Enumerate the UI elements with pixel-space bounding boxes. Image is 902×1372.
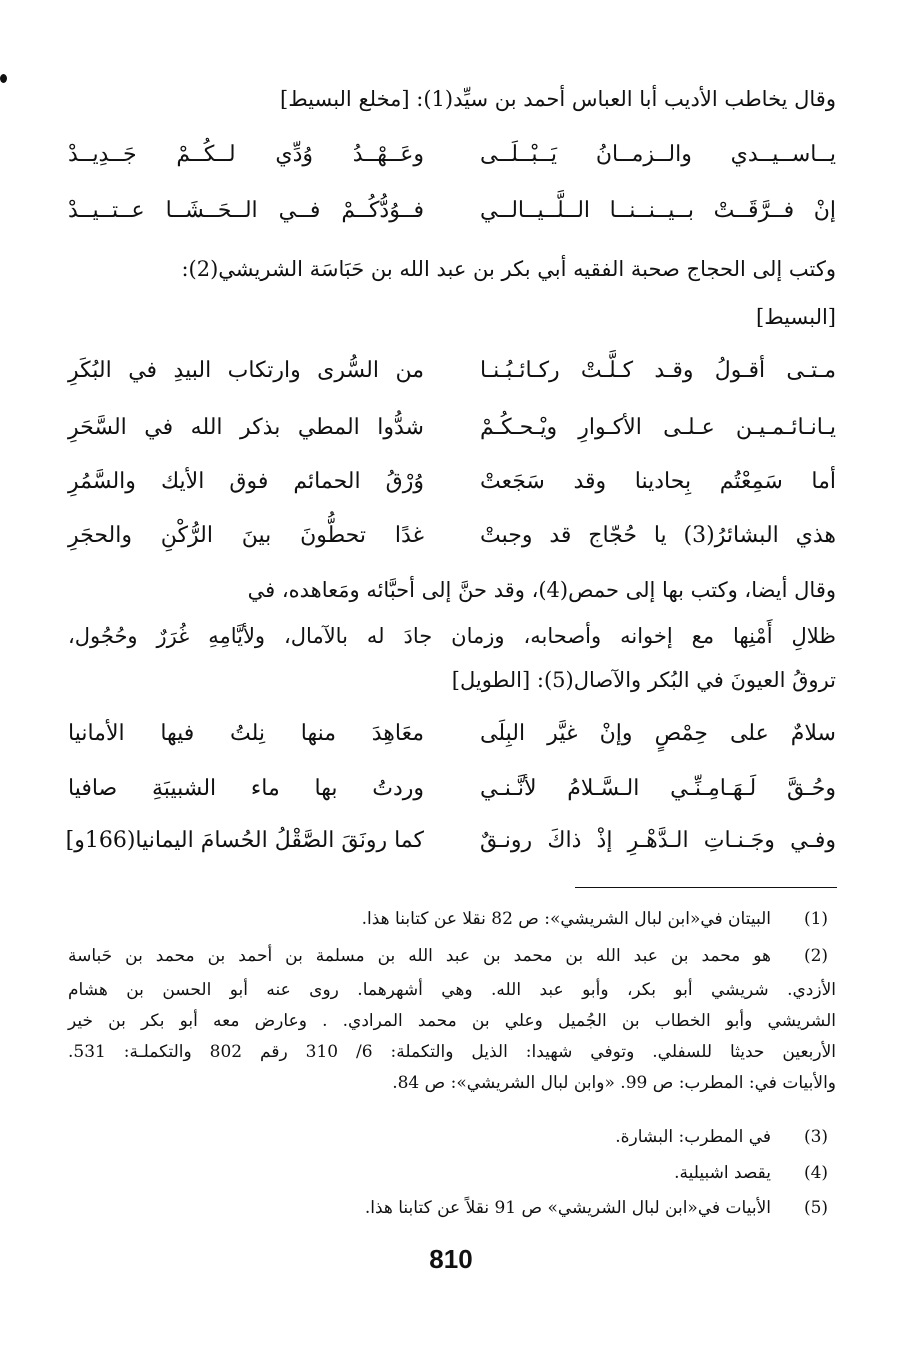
- footnote-text: الأربعين حديثا للسفلي. وتوفي شهيدا: الذيل والتكملة: 6/ 310 رقم 802 والتكملـة: 531.: [68, 1042, 836, 1062]
- verse-second-hemistich: من السُّرى وارتكاب البيدِ في البُكَرِ: [68, 357, 424, 383]
- verse-line: [68, 768, 836, 808]
- verse-first-hemistich: مـتـى أقـولُ وقـد كـلَّـتْ ركـائـبُـنـا: [480, 357, 836, 383]
- intro-line-poem3: ظلالِ أَمْنِها مع إخوانه وأصحابه، وزمان جادَ له بالآمال، ولأيَّامِهِ غُرَرٌ وحُجُول،: [68, 624, 836, 648]
- verse-line: [68, 713, 836, 753]
- verse-second-hemistich: كما رونَقَ الصَّقْلُ الحُسامَ اليمانيا(166و]: [65, 827, 424, 853]
- footnote-continuation: [68, 975, 836, 1099]
- verse-line: [68, 350, 836, 390]
- footnote: [68, 904, 836, 935]
- footnote: [68, 1158, 836, 1189]
- footnote-text: الأزدي. شريشي أبو بكر، وأبو عبد الله. وهي أشهرهما. روى عنه أبو الحسن بن هشام: [68, 980, 836, 1000]
- footnote-number: (3): [803, 1127, 829, 1147]
- footnote-text: يقصد اشبيلية.: [674, 1163, 771, 1183]
- verse-second-hemistich: فــوُدُّكُــمْ فــي الــحَــشَــا عــتــيــدْ: [68, 197, 424, 223]
- footnote-text: الشريشي وأبو الخطاب بن الجُميل وعلي بن محمد المرادي. . وعارض معه أبو بكر بن خير: [68, 1011, 836, 1031]
- footnote: [68, 941, 836, 972]
- verse-second-hemistich: وردتُ بها ماء الشبيبَةِ صافيا: [68, 775, 424, 801]
- footnote: [68, 1122, 836, 1153]
- footnote-number: (5): [803, 1198, 829, 1218]
- intro-line-poem3: تروقُ العيونَ في البُكر والآصال(5): [الطويل]: [451, 668, 836, 692]
- verse-line: [68, 134, 836, 174]
- verse-second-hemistich: وُرْقُ الحمائم فوق الأيك والسَّمُرِ: [68, 468, 424, 494]
- verse-line: [68, 407, 836, 447]
- footnote-text: والأبيات في: المطرب: ص 99. «وابن لبال الشريشي»: ص 84.: [392, 1073, 836, 1093]
- meter-label: [البسيط]: [756, 305, 836, 329]
- verse-second-hemistich: غدًا تحطُّونَ بينَ الرُّكْنِ والحجَرِ: [68, 522, 424, 548]
- footnote-separator: [575, 887, 837, 888]
- intro-line-poem2: وكتب إلى الحجاج صحبة الفقيه أبي بكر بن عبد الله بن حَبَاسَة الشريشي(2):: [181, 257, 836, 281]
- page-number: 810: [429, 1244, 473, 1274]
- verse-line: [68, 515, 836, 555]
- verse-second-hemistich: وعَــهْــدُ وُدِّي لــكُــمْ جَــدِيــدْ: [68, 141, 424, 167]
- footnote-number: (2): [803, 946, 829, 966]
- footnote-text: البيتان في«ابن لبال الشريشي»: ص 82 نقلا عن كتابنا هذا.: [361, 909, 771, 929]
- verse-first-hemistich: أما سَمِعْتُم بِحادينا وقد سَجَعتْ: [480, 468, 836, 494]
- verse-first-hemistich: يــاســيــدي والــزمــانُ يَــبْــلَــى: [480, 141, 836, 167]
- intro-line-poem1: وقال يخاطب الأديب أبا العباس أحمد بن سيِّد(1): [مخلع البسيط]: [280, 87, 836, 111]
- verse-first-hemistich: وفـي وجَـنـاتِ الـدَّهْـرِ إذْ ذاكَ رونـقٌ: [480, 827, 836, 853]
- footnote-text: في المطرب: البشارة.: [615, 1127, 771, 1147]
- footnote-number: (1): [803, 909, 829, 929]
- verse-line: [65, 820, 836, 860]
- intro-line-poem3: وقال أيضا، وكتب بها إلى حمص(4)، وقد حنَّ إلى أحبَّائه ومَعاهده، في: [247, 578, 836, 602]
- footnote-text: الأبيات في«ابن لبال الشريشي» ص 91 نقلاً عن كتابنا هذا.: [364, 1198, 771, 1218]
- margin-dot: [0, 74, 7, 83]
- footnote-number: (4): [803, 1163, 829, 1183]
- verse-first-hemistich: سلامٌ على حِمْصٍ وإنْ غيَّر البِلَى: [480, 720, 836, 746]
- footnote: [68, 1193, 836, 1224]
- verse-first-hemistich: إنْ فــرَّقَــتْ بــيــنــنــا الــلَّــيــالــي: [480, 197, 836, 223]
- footnote-text: هو محمد بن عبد الله بن محمد بن عبد الله بن مسلمة بن أحمد بن محمد بن حَباسة: [68, 946, 771, 966]
- verse-first-hemistich: يـانـائـمـيـن عـلـى الأكـوارِ ويْـحـكُـمْ: [480, 414, 836, 440]
- verse-line: [68, 461, 836, 501]
- verse-second-hemistich: معَاهِدَ منها نِلتُ فيها الأمانيا: [68, 720, 424, 746]
- verse-first-hemistich: وحُـقَّ لَـهَـامِـنِّـي الـسَّـلامُ لأنَّـنـي: [480, 775, 836, 801]
- verse-second-hemistich: شدُّوا المطي بذكر الله في السَّحَرِ: [68, 414, 424, 440]
- verse-line: [68, 190, 836, 230]
- verse-first-hemistich: هذي البشائرُ(3) يا حُجّاج قد وجبتْ: [480, 522, 836, 548]
